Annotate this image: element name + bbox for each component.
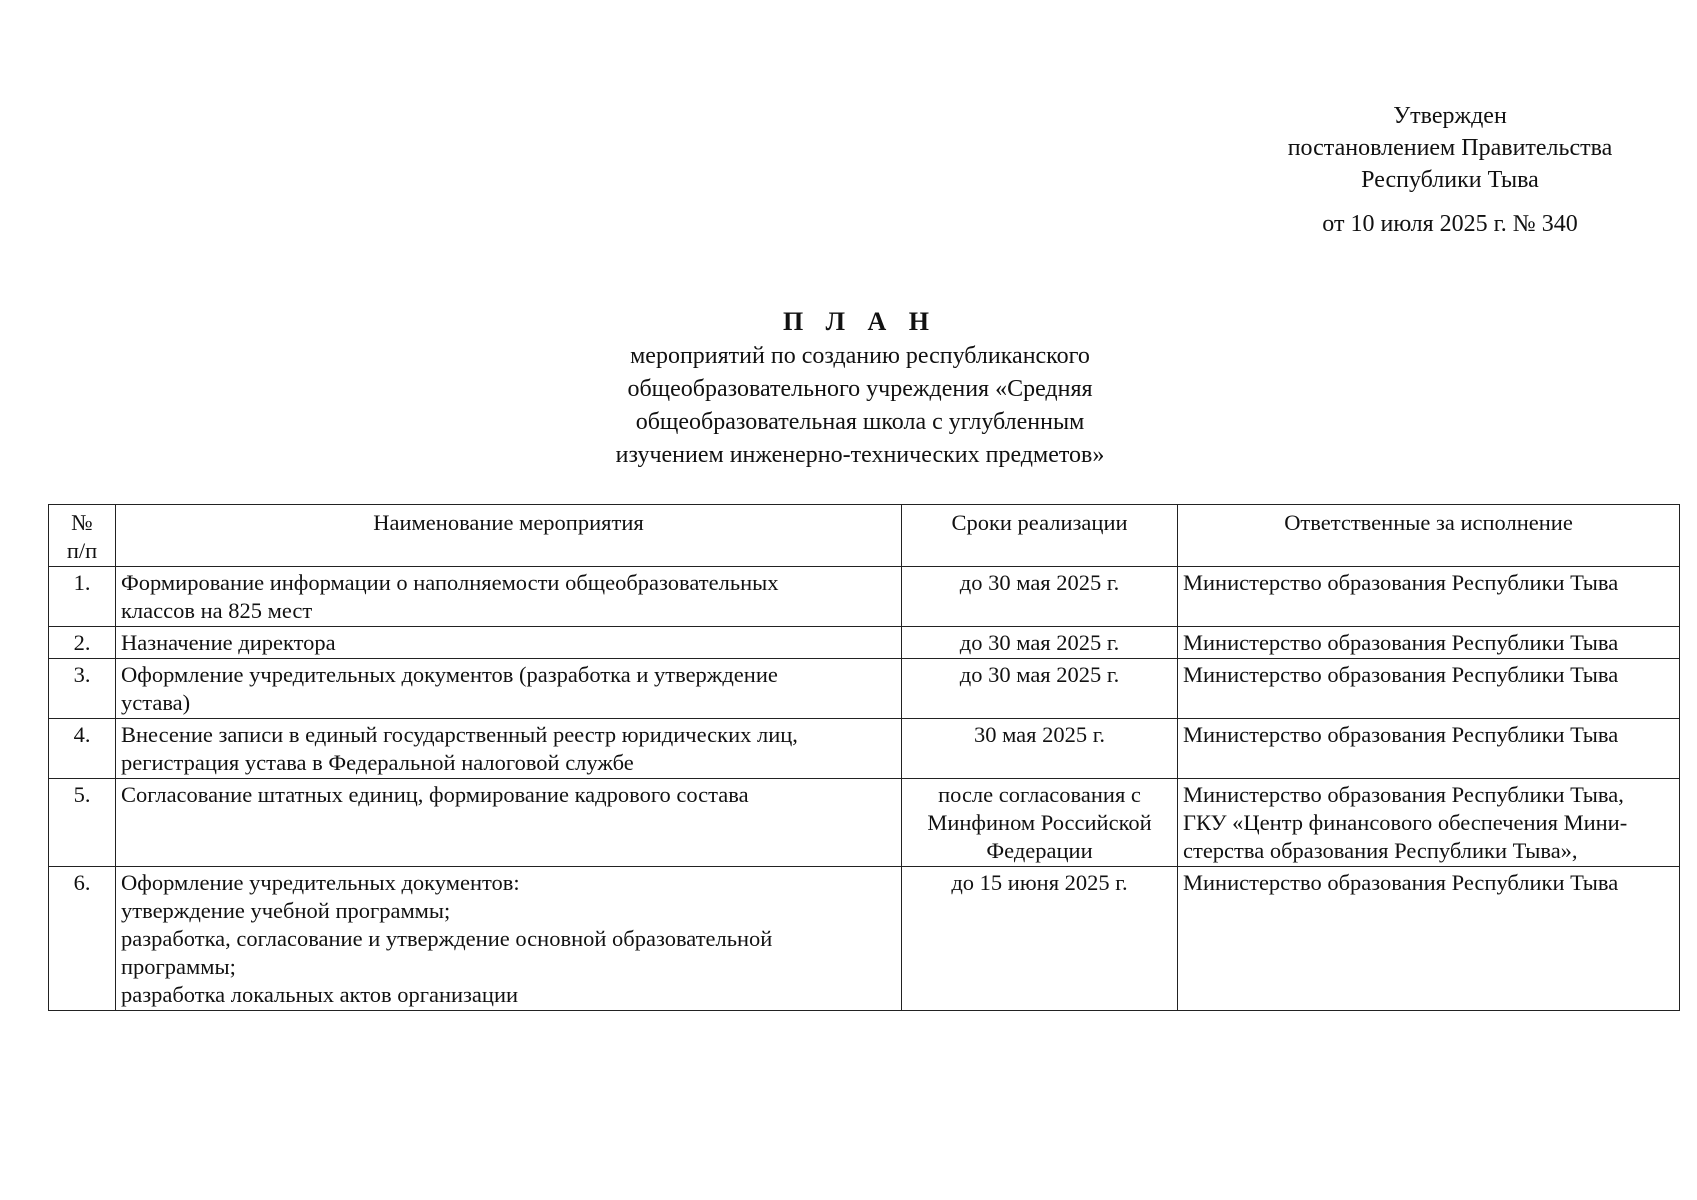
- header-responsible: Ответственные за исполнение: [1178, 505, 1680, 567]
- responsible-line: Министерство образования Республики Тыва: [1183, 630, 1619, 655]
- deadline-line: до 15 июня 2025 г.: [951, 870, 1128, 895]
- responsible-line: Министерство образования Республики Тыва: [1183, 870, 1619, 895]
- document-title: [440, 305, 1280, 472]
- responsible-line: Министерство образования Республики Тыва: [1183, 570, 1619, 595]
- deadline-line: после согласования с: [938, 782, 1141, 807]
- activity-name-line: Назначение директора: [121, 630, 336, 655]
- row-number: 2.: [49, 627, 116, 659]
- activity-name: [116, 719, 902, 779]
- table-header-row: [49, 505, 1680, 567]
- table-row: [49, 867, 1680, 1011]
- activity-name-line: программы;: [121, 954, 236, 979]
- header-activity-name: Наименование мероприятия: [116, 505, 902, 567]
- deadline: [902, 659, 1178, 719]
- row-number: 3.: [49, 659, 116, 719]
- activity-name-line: классов на 825 мест: [121, 598, 313, 623]
- responsible: [1178, 779, 1680, 867]
- activity-name: [116, 567, 902, 627]
- responsible: [1178, 567, 1680, 627]
- table-body: [49, 567, 1680, 1011]
- deadline-line: 30 мая 2025 г.: [973, 722, 1106, 747]
- responsible: [1178, 659, 1680, 719]
- approval-date: от 10 июля 2025 г. № 340: [1322, 211, 1578, 237]
- deadline-line: до 30 мая 2025 г.: [959, 570, 1120, 595]
- title-line-1: мероприятий по созданию республиканского: [630, 343, 1090, 369]
- activity-name: [116, 627, 902, 659]
- responsible-line: стерства образования Республики Тыва»,: [1183, 838, 1578, 863]
- activity-name-line: Формирование информации о наполняемости общеобразовательных: [121, 570, 779, 595]
- row-number: 1.: [49, 567, 116, 627]
- activity-name-line: разработка, согласование и утверждение основной образовательной: [121, 926, 773, 951]
- activity-name-line: утверждение учебной программы;: [121, 898, 451, 923]
- activity-name-line: Оформление учредительных документов (разработка и утверждение: [121, 662, 778, 687]
- approval-line-1: Утвержден: [1393, 103, 1507, 129]
- activity-name-line: Согласование штатных единиц, формирование кадрового состава: [121, 782, 749, 807]
- table-row: [49, 719, 1680, 779]
- responsible-line: Министерство образования Республики Тыва: [1183, 662, 1619, 687]
- activity-name-line: разработка локальных актов организации: [121, 982, 519, 1007]
- deadline: [902, 867, 1178, 1011]
- deadline-line: Федерации: [986, 838, 1093, 863]
- deadline: [902, 567, 1178, 627]
- activity-name-line: Внесение записи в единый государственный реестр юридических лиц,: [121, 722, 798, 747]
- approval-line-2: постановлением Правительства: [1287, 135, 1613, 161]
- row-number: 4.: [49, 719, 116, 779]
- header-deadline: Сроки реализации: [902, 505, 1178, 567]
- activity-name-line: устава): [121, 690, 191, 715]
- table-row: [49, 567, 1680, 627]
- responsible-line: ГКУ «Центр финансового обеспечения Мини-: [1183, 810, 1628, 835]
- deadline-line: Минфином Российской: [927, 810, 1152, 835]
- deadline-line: до 30 мая 2025 г.: [959, 630, 1120, 655]
- responsible: [1178, 719, 1680, 779]
- responsible-line: Министерство образования Республики Тыва: [1183, 722, 1619, 747]
- responsible-line: Министерство образования Республики Тыва,: [1183, 782, 1624, 807]
- approval-line-3: Республики Тыва: [1361, 167, 1539, 193]
- deadline: [902, 779, 1178, 867]
- deadline-line: до 30 мая 2025 г.: [959, 662, 1120, 687]
- table-row: [49, 779, 1680, 867]
- approval-block: [1240, 100, 1660, 240]
- deadline: [902, 719, 1178, 779]
- activity-name-line: регистрация устава в Федеральной налоговой службе: [121, 750, 634, 775]
- activity-name: [116, 659, 902, 719]
- deadline: [902, 627, 1178, 659]
- responsible: [1178, 627, 1680, 659]
- row-number: 6.: [49, 867, 116, 1011]
- title-line-4: изучением инженерно-технических предметов»: [615, 442, 1105, 468]
- table-row: [49, 659, 1680, 719]
- title-line-2: общеобразовательного учреждения «Средняя: [627, 376, 1093, 402]
- activity-name: [116, 867, 902, 1011]
- row-number: 5.: [49, 779, 116, 867]
- header-number: № п/п: [49, 505, 116, 567]
- title-line-3: общеобразовательная школа с углубленным: [635, 409, 1085, 435]
- responsible: [1178, 867, 1680, 1011]
- plan-heading: П Л А Н: [782, 307, 938, 336]
- activity-name: [116, 779, 902, 867]
- table-row: [49, 627, 1680, 659]
- plan-table: [48, 504, 1680, 1011]
- activity-name-line: Оформление учредительных документов:: [121, 870, 520, 895]
